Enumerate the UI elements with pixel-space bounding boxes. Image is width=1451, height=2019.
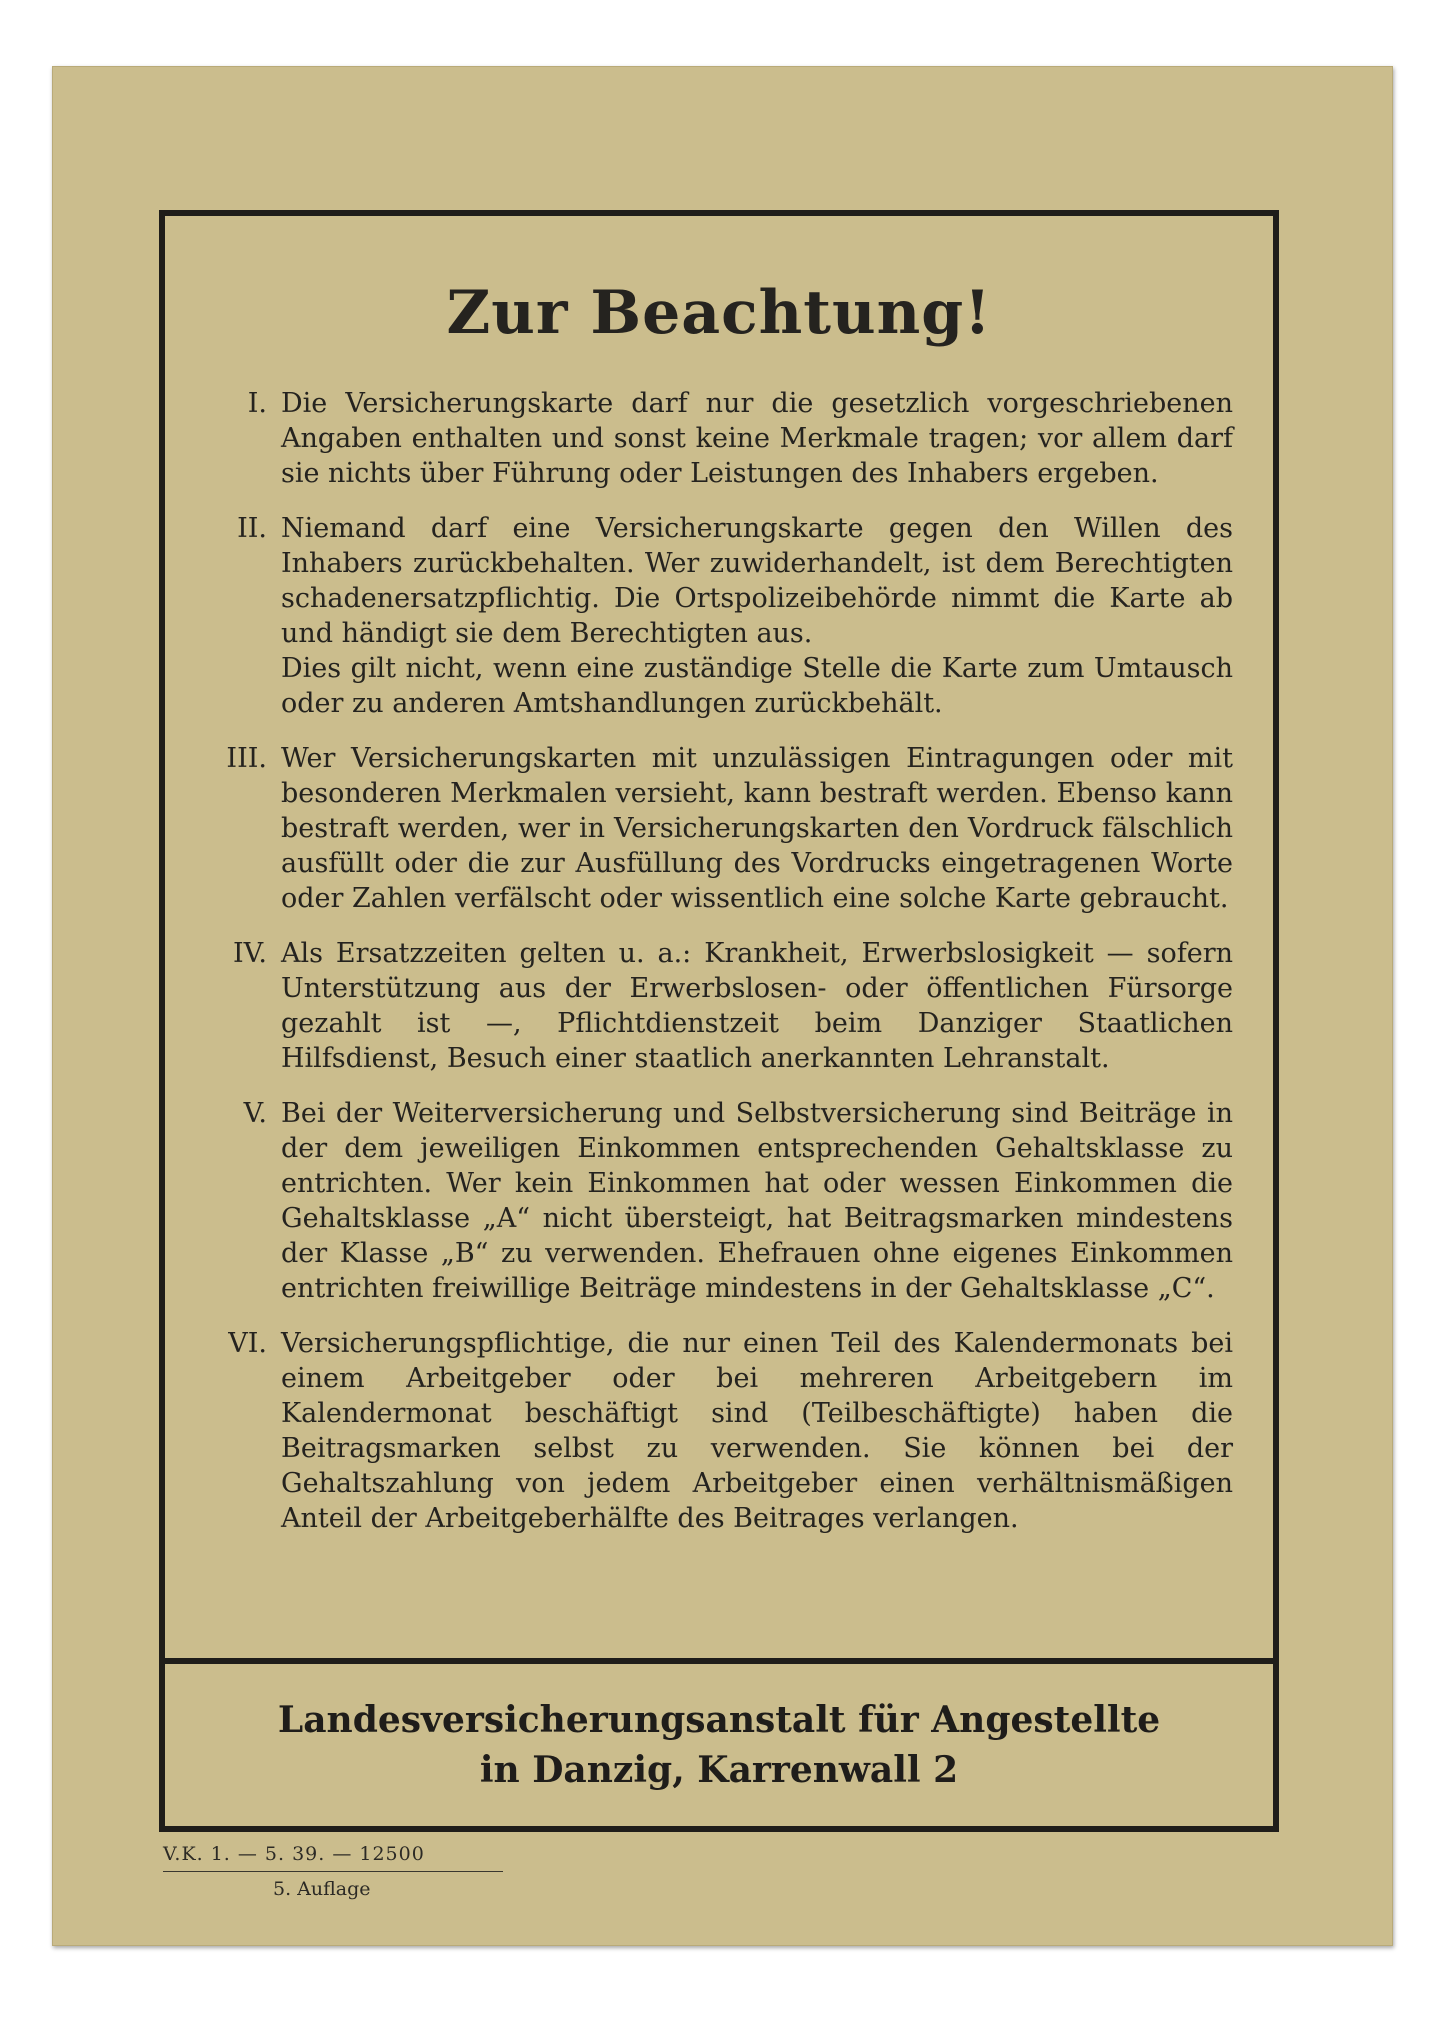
notice-title: Zur Beachtung!: [446, 278, 992, 348]
notice-item-1: [195, 386, 1233, 491]
notice-items: [195, 386, 1233, 1556]
item-text: [281, 1326, 1233, 1536]
item-paragraph: Niemand darf eine Versicherungskarte gegen den Willen des Inhabers zurückbehalten. Wer zuwiderhandelt, ist dem Berechtigten schadenersatzpflichtig. Die Ortspolizeibehörde nimmt die Karte ab und händigt sie dem Berechtigten aus.: [281, 513, 1233, 649]
institution-box: [165, 1658, 1273, 1826]
item-text: [281, 741, 1233, 916]
item-number: IV.: [232, 938, 267, 969]
item-text: [281, 936, 1233, 1076]
print-code: V.K. 1. — 5. 39. — 12500: [163, 1843, 503, 1872]
edition-label: 5. Auflage: [273, 1878, 371, 1900]
notice-item-2: [195, 511, 1233, 721]
notice-item-4: [195, 936, 1233, 1076]
notice-frame: [159, 210, 1279, 1832]
institution-address: in Danzig, Karrenwall 2: [479, 1749, 959, 1791]
item-text: [281, 1096, 1233, 1306]
item-paragraph: Wer Versicherungskarten mit unzulässigen Eintragungen oder mit besonderen Merkmalen versieht, kann bestraft werden. Ebenso kann bestraft werden, wer in Versicherungskarten den Vordruck fälschlich ausfüllt oder die zur Ausfüllung des Vordrucks eingetragenen Worte oder Zahlen verfälscht oder wissentlich eine solche Karte gebraucht.: [281, 743, 1233, 914]
item-number: II.: [237, 513, 267, 544]
notice-item-6: [195, 1326, 1233, 1536]
item-number: V.: [243, 1098, 267, 1129]
item-text: [281, 386, 1233, 491]
item-text: [281, 511, 1233, 721]
insurance-card: [52, 66, 1393, 1946]
item-paragraph: Die Versicherungskarte darf nur die gesetzlich vorgeschriebenen Angaben enthalten und sonst keine Merkmale tragen; vor allem darf sie nichts über Führung oder Leistungen des Inhabers ergeben.: [281, 388, 1233, 489]
print-footer: [163, 1843, 503, 1900]
institution-name: Landesversicherungsanstalt für Angestellte: [277, 1699, 1161, 1741]
item-number: III.: [226, 743, 267, 774]
item-paragraph: Versicherungspflichtige, die nur einen Teil des Kalendermonats bei einem Arbeitgeber oder bei mehreren Arbeitgebern im Kalendermonat beschäftigt sind (Teilbeschäftigte) haben die Beitragsmarken selbst zu verwenden. Sie können bei der Gehaltszahlung von jedem Arbeitgeber einen verhältnismäßigen Anteil der Arbeitgeberhälfte des Beitrages verlangen.: [281, 1328, 1233, 1534]
item-paragraph: Dies gilt nicht, wenn eine zuständige Stelle die Karte zum Umtausch oder zu anderen Amtshandlungen zurückbehält.: [281, 653, 1233, 719]
item-number: I.: [247, 388, 267, 419]
notice-item-5: [195, 1096, 1233, 1306]
item-paragraph: Bei der Weiterversicherung und Selbstversicherung sind Beiträge in der dem jeweiligen Einkommen entsprechenden Gehaltsklasse zu entrichten. Wer kein Einkommen hat oder wessen Einkommen die Gehaltsklasse „A“ nicht übersteigt, hat Beitragsmarken mindestens der Klasse „B“ zu verwenden. Ehefrauen ohne eigenes Einkommen entrichten freiwillige Beiträge mindestens in der Gehaltsklasse „C“.: [281, 1098, 1233, 1304]
item-number: VI.: [228, 1328, 267, 1359]
notice-item-3: [195, 741, 1233, 916]
item-paragraph: Als Ersatzzeiten gelten u. a.: Krankheit, Erwerbslosigkeit — sofern Unterstützung aus der Erwerbslosen- oder öffentlichen Fürsorge gezahlt ist —, Pflichtdienstzeit beim Danziger Staatlichen Hilfsdienst, Besuch einer staatlich anerkannten Lehranstalt.: [281, 938, 1233, 1074]
